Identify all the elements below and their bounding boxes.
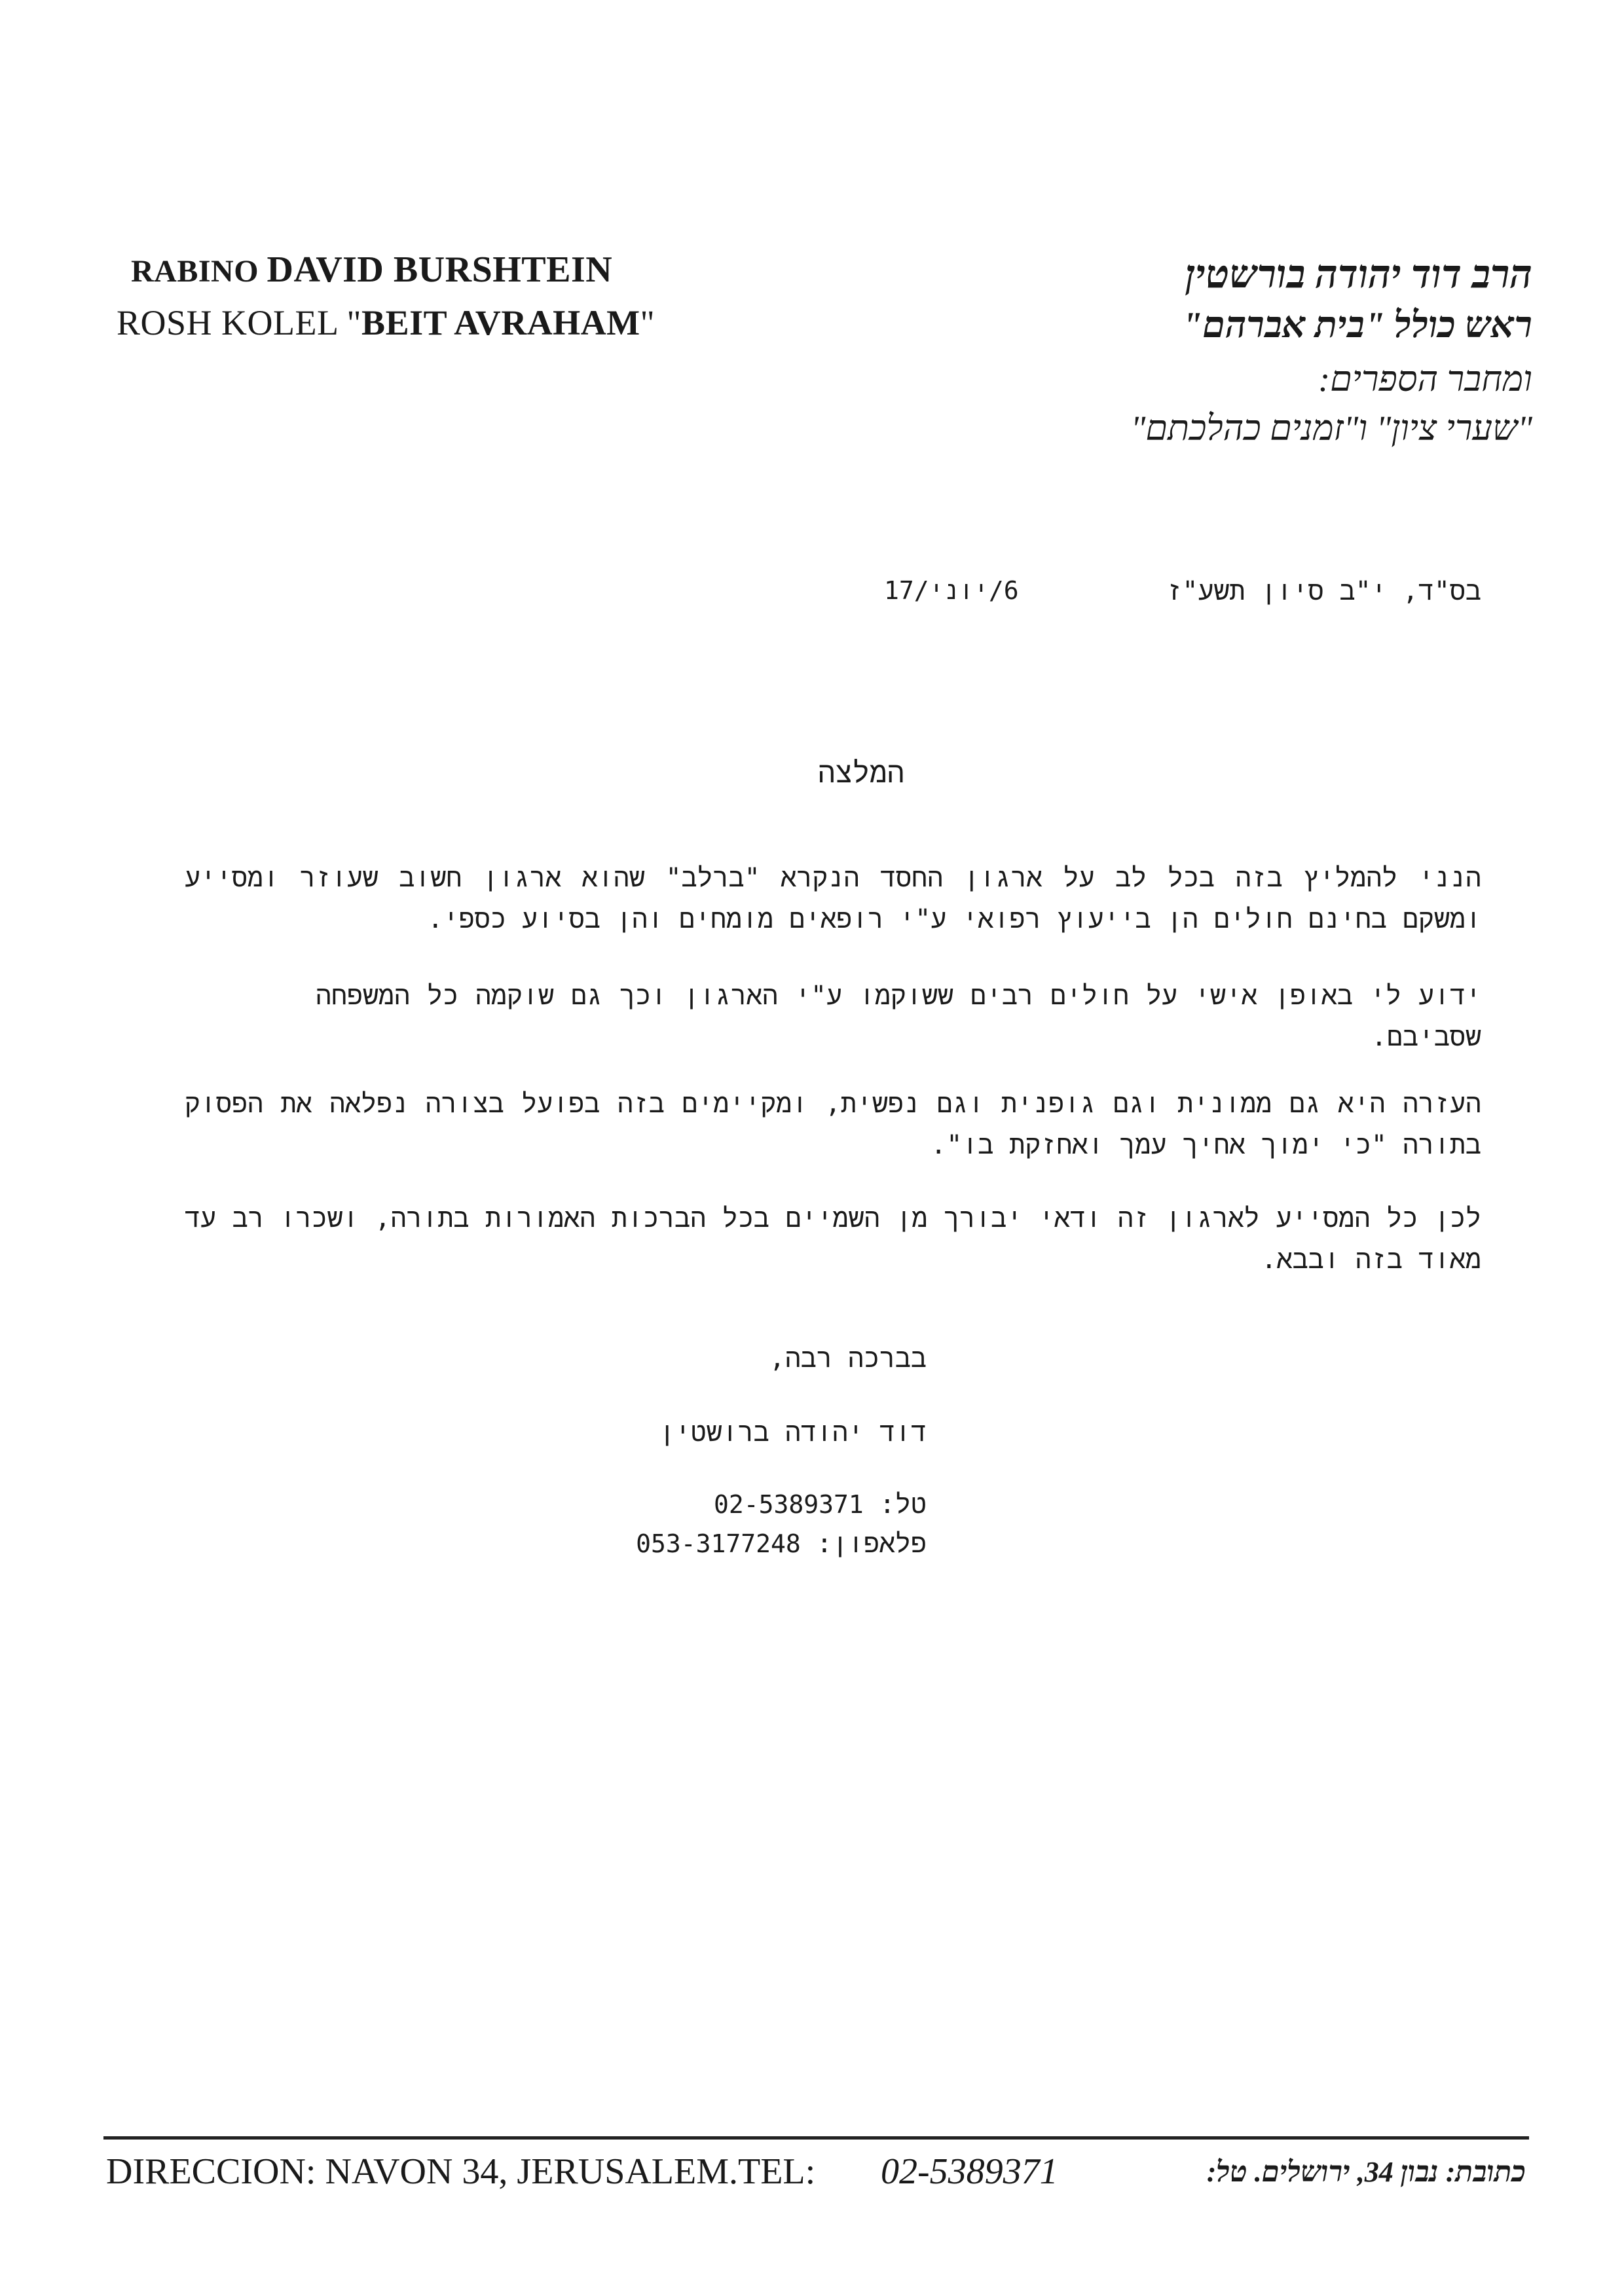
rabbi-name-latin: DAVID BURSHTEIN [267,249,613,290]
letterhead-kolel-hebrew: ראש כולל "בית אברהם" [1182,305,1532,346]
gregorian-date: 6/יוני/17 [884,576,1019,605]
body-paragraph-1: הנני להמליץ בזה בכל לב על ארגון החסד הנקרא "ברלב" שהוא ארגון חשוב שעוזר ומסייע ומשקם בחינם חולים הן בייעוץ רפואי ע"י רופאים מומחים והן בסיוע כספי. [185,863,1481,934]
closing-greeting: בברכה רבה, [769,1343,927,1374]
mobile-label: פלאפון: [816,1529,927,1559]
telephone-line [714,1489,927,1522]
letterhead-author-of: ומחבר הספרים: [1318,359,1532,399]
letterhead-name-hebrew: הרב דוד יהודה בורשטין [1185,253,1532,296]
mobile-number: 053-3177248 [636,1529,801,1558]
letterhead-book-titles: "שערי ציון" ו"זמנים כהלכתם" [1130,409,1532,448]
body-paragraph-2: ידוע לי באופן אישי על חולים רבים ששוקמו ע"י הארגון וכך גם שוקמה כל המשפחה שסביבם. [316,981,1481,1052]
signature-name: דוד יהודה ברושטין [659,1417,927,1448]
footer-divider [103,2136,1529,2140]
footer-address-hebrew: כתובת: נבון 34, ירושלים. טל: [1206,2156,1526,2188]
footer-phone: 02-5389371 [881,2151,1058,2192]
telephone-number: 02-5389371 [714,1490,864,1519]
body-paragraph-4: לכן כל המסייע לארגון זה ודאי יבורך מן השמיים בכל הברכות האמורות בתורה, ושכרו רב עד מאוד בזה ובבא. [185,1203,1481,1275]
letterhead-kolel-latin: ROSH KOLEL "BEIT AVRAHAM" [117,303,655,342]
letterhead-name-latin: RABINO DAVID BURSHTEIN [131,249,613,290]
footer-address-latin: DIRECCION: NAVON 34, JERUSALEM.TEL: [106,2151,816,2192]
kolel-name-latin: BEIT AVRAHAM [361,303,640,342]
mobile-line [636,1529,927,1561]
letter-title: המלצה [817,756,905,790]
hebrew-date: בס"ד, י"ב סיון תשע"ז [1166,576,1481,606]
telephone-label: טל: [879,1489,927,1520]
body-paragraph-3: העזרה היא גם ממונית וגם גופנית וגם נפשית, ומקיימים בזה בפועל בצורה נפלאה את הפסוק בתורה "כי ימוך אחיך עמך ואחזקת בו". [185,1089,1481,1160]
